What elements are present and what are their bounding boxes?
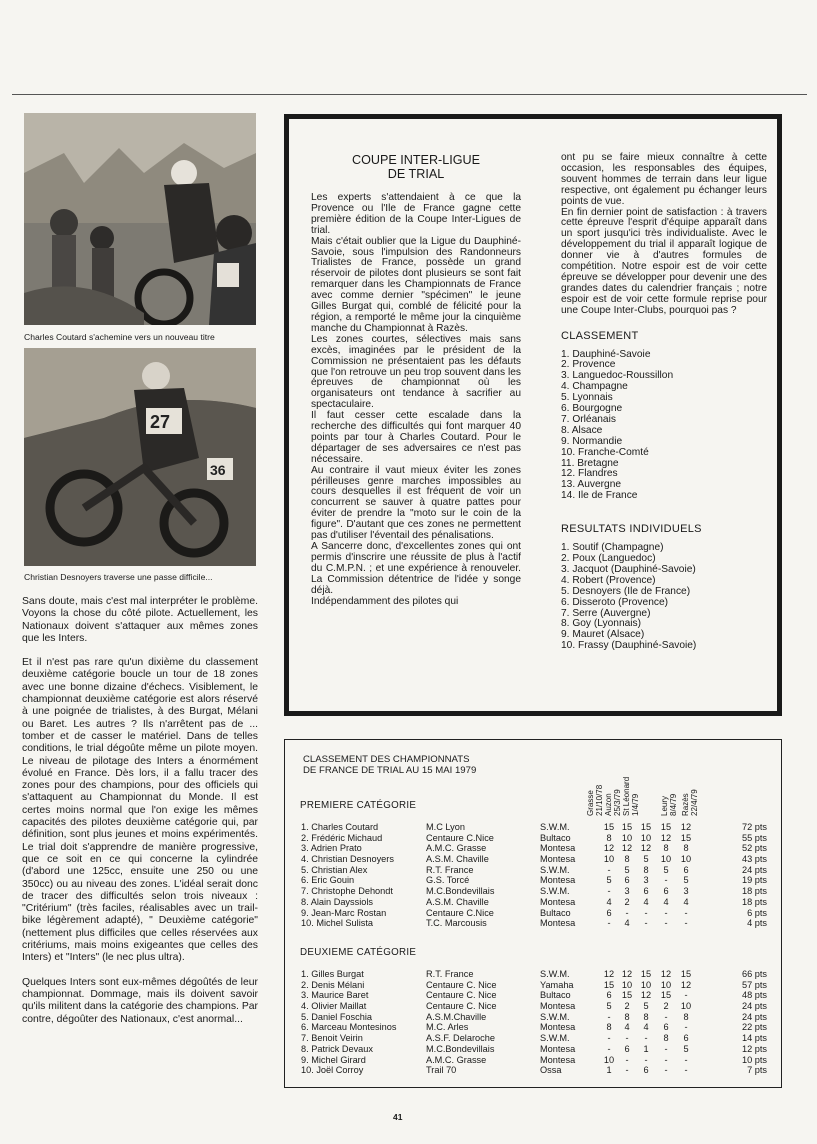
total-points: 57 pts (741, 979, 767, 990)
round-score: 8 (663, 843, 669, 854)
table-row (301, 833, 771, 844)
round-score: 2 (624, 896, 630, 907)
rider-name: 9. Jean-Marc Rostan (301, 907, 387, 918)
round-score: 6 (624, 875, 630, 886)
round-score: 12 (621, 969, 633, 979)
list-item: 4. Robert (Provence) (561, 574, 656, 586)
total-points: 43 pts (741, 854, 767, 865)
motorcycle-brand: Montesa (540, 843, 576, 854)
table-row (301, 886, 771, 897)
round-score: 3 (643, 875, 649, 886)
round-score: 10 (680, 1001, 692, 1012)
round-score: 2 (624, 1001, 630, 1012)
round-score: 12 (680, 979, 692, 990)
round-score: - (644, 918, 648, 929)
table-row (301, 1044, 771, 1055)
club-name: A.S.F. Delaroche (426, 1033, 495, 1044)
category-2-rows (301, 969, 771, 1076)
rider-name: 2. Frédéric Michaud (301, 832, 383, 843)
article-paragraph: Il faut cesser cette escalade dans la recherche des difficultés qui font marquer 40 points par tour à Charles Coutard. Pour le départager de ses adversaires ce n'est pas nécessaire. (311, 410, 521, 465)
list-item: 14. Ile de France (561, 490, 638, 502)
round-score: - (607, 1043, 611, 1054)
rider-name: 6. Marceau Montesinos (301, 1022, 397, 1033)
article-paragraph: Les zones courtes, sélectives mais sans excès, imaginées par le président de la Commission ne présentaient pas les défauts que l'on retrouve un peu trop souvent dans les épreuves de championnat où les organisateurs ont tendance à sacrifier au spectaculaire. (311, 333, 521, 411)
round-score: - (684, 990, 688, 1001)
total-points: 12 pts (741, 1043, 767, 1054)
round-score: 10 (621, 979, 633, 990)
club-name: Centaure C.Nice (426, 832, 494, 843)
round-score: 4 (606, 896, 612, 907)
column-header-leury: Leury 8/4/79 (660, 793, 678, 816)
rider-name: 8. Alain Dayssiols (301, 896, 374, 907)
round-score: 10 (603, 854, 615, 865)
rider-name: 2. Denis Mélani (301, 979, 365, 990)
total-points: 66 pts (741, 969, 767, 979)
round-score: 8 (663, 1033, 669, 1044)
table-row (301, 854, 771, 865)
list-item: 5. Lyonnais (561, 392, 613, 404)
rider-name: 10. Joël Corroy (301, 1065, 364, 1076)
club-name: R.T. France (426, 969, 474, 979)
round-score: 3 (683, 886, 689, 897)
motorcycle-brand: S.W.M. (540, 1011, 570, 1022)
photo-rider-desnoyers (24, 348, 256, 566)
individual-results-heading: RESULTATS INDIVIDUELS (561, 523, 702, 536)
list-item: 4. Champagne (561, 381, 628, 393)
round-score: 5 (663, 864, 669, 875)
article-paragraph: Au contraire il vaut mieux éviter les zones périlleuses genre marches impossibles au cours desquelles il est fréquent de voir un concurrent se sauver à quatre pattes pour éviter de prendre la "moto sur le coin de la figure". D'autant que ces zones ne permettent pas d'utiliser l'éventail des pénalisations. (311, 464, 521, 542)
table-row (301, 843, 771, 854)
table-row (301, 918, 771, 929)
standings-title: CLASSEMENT DES CHAMPIONNATS DE FRANCE DE TRIAL AU 15 MAI 1979 (303, 754, 477, 776)
round-score: 5 (606, 1001, 612, 1012)
list-item: 2. Provence (561, 359, 616, 371)
list-item: 9. Normandie (561, 435, 623, 447)
round-score: 6 (624, 1043, 630, 1054)
rider-name: 8. Patrick Devaux (301, 1043, 373, 1054)
motorcycle-brand: Montesa (540, 896, 576, 907)
rider-name: 1. Charles Coutard (301, 822, 379, 832)
round-score: 12 (640, 990, 652, 1001)
total-points: 10 pts (741, 1054, 767, 1065)
column-header-grasse: Grasse 21/10/78 (586, 784, 604, 816)
list-item: 7. Orléanais (561, 413, 616, 425)
round-score: 5 (643, 854, 649, 865)
table-row (301, 1033, 771, 1044)
round-score: 8 (606, 832, 612, 843)
category-1-rows (301, 822, 771, 929)
round-score: - (644, 1033, 648, 1044)
motorcycle-brand: Ossa (540, 1065, 562, 1076)
round-score: 1 (606, 1065, 612, 1076)
motorcycle-brand: Montesa (540, 1043, 576, 1054)
club-name: A.M.C. Grasse (426, 843, 487, 854)
round-score: 12 (660, 969, 672, 979)
round-score: 4 (663, 896, 669, 907)
round-score: 10 (603, 1054, 615, 1065)
round-score: 15 (603, 822, 615, 832)
motorcycle-brand: Montesa (540, 1054, 576, 1065)
club-name: M.C. Arles (426, 1022, 469, 1033)
round-score: 6 (663, 1022, 669, 1033)
rider-name: 5. Christian Alex (301, 864, 368, 875)
coupe-inter-ligue-box (284, 114, 782, 716)
total-points: 18 pts (741, 886, 767, 897)
total-points: 55 pts (741, 832, 767, 843)
round-score: - (664, 918, 668, 929)
round-score: 12 (603, 843, 615, 854)
article-paragraph: A Sancerre donc, d'excellentes zones qui ont permis d'inscrire une réussite de plus à l'actif du C.M.P.N. ; et une expérience à renouveler. La Commission détentrice de l'idée y songe déjà. (311, 541, 521, 596)
motorcycle-brand: Montesa (540, 875, 576, 886)
column-header-st-leonard: St Léonard 1/4/79 (622, 776, 640, 816)
photo-caption-top: Charles Coutard s'achemine vers un nouveau titre (24, 332, 215, 342)
round-score: - (664, 875, 668, 886)
rider-bib-number: 27 (150, 412, 171, 432)
rider-name: 6. Eric Gouin (301, 875, 355, 886)
round-score: 5 (683, 875, 689, 886)
classement-heading: CLASSEMENT (561, 329, 639, 342)
round-score: 8 (606, 1022, 612, 1033)
round-score: - (684, 1022, 688, 1033)
round-score: 8 (624, 854, 630, 865)
round-score: 8 (683, 1011, 689, 1022)
round-score: - (607, 886, 611, 897)
round-score: 15 (680, 832, 692, 843)
list-item: 1. Dauphiné-Savoie (561, 348, 651, 360)
round-score: 6 (606, 907, 612, 918)
round-score: 5 (606, 875, 612, 886)
round-score: 2 (663, 1001, 669, 1012)
round-score: 4 (643, 896, 649, 907)
club-name: Centaure C.Nice (426, 907, 494, 918)
article-title-line1: COUPE INTER-LIGUE (351, 153, 481, 167)
article-title-line2: DE TRIAL (387, 167, 445, 181)
rider-name: 10. Michel Sulista (301, 918, 374, 929)
left-paragraph: Quelques Inters sont eux-mêmes dégoûtés de leur championnat. Dommage, mais ils doivent savoir qu'ils militent dans la catégorie des champions. Par contre, dégoûter des Nationaux, c'est anormal... (22, 976, 258, 1025)
classement-list (561, 350, 767, 503)
article-paragraph: ont pu se faire mieux connaître à cette occasion, les responsables des équipes, souvent hommes de terrain dans leur ligue respective, ont également pu échanger leurs points de vue. (561, 152, 767, 207)
round-score: 6 (663, 886, 669, 897)
total-points: 24 pts (741, 1001, 767, 1012)
club-name: Centaure C. Nice (426, 990, 497, 1001)
rider-name: 7. Christophe Dehondt (301, 886, 393, 897)
left-article-column (22, 596, 258, 1038)
rider-name: 3. Adrien Prato (301, 843, 362, 854)
total-points: 18 pts (741, 896, 767, 907)
rider-name: 3. Maurice Baret (301, 990, 369, 1001)
round-score: 15 (640, 969, 652, 979)
club-name: A.S.M. Chaville (426, 854, 489, 865)
table-row (301, 822, 771, 833)
total-points: 72 pts (741, 822, 767, 832)
table-row (301, 969, 771, 980)
club-name: M.C.Bondevillais (426, 1043, 495, 1054)
round-score: 8 (624, 1011, 630, 1022)
list-item: 3. Languedoc-Roussillon (561, 370, 674, 382)
total-points: 22 pts (741, 1022, 767, 1033)
motorcycle-brand: Bultaco (540, 990, 571, 1001)
table-row (301, 865, 771, 876)
round-score: 5 (643, 1001, 649, 1012)
left-paragraph: Sans doute, mais c'est mal interpréter le problème. Voyons la chose du côté pilote. Actuellement, les Nationaux doivent s'attaquer aux mêmes zones que les Inters. (22, 596, 258, 644)
table-row (301, 908, 771, 919)
round-score: 6 (683, 1033, 689, 1044)
list-item: 2. Poux (Languedoc) (561, 553, 656, 564)
round-score: 10 (680, 854, 692, 865)
round-score: - (644, 1054, 648, 1065)
rider-bib-number-2: 36 (210, 462, 226, 478)
club-name: Trail 70 (426, 1065, 457, 1076)
table-row (301, 990, 771, 1001)
motorcycle-brand: Montesa (540, 1001, 576, 1012)
round-score: 12 (640, 843, 652, 854)
article-title (311, 153, 521, 181)
club-name: A.M.C. Grasse (426, 1054, 487, 1065)
table-row (301, 875, 771, 886)
round-score: 6 (683, 864, 689, 875)
total-points: 7 pts (747, 1065, 767, 1076)
round-score: - (664, 1043, 668, 1054)
list-item: 10. Frassy (Dauphiné-Savoie) (561, 640, 697, 652)
total-points: 24 pts (741, 864, 767, 875)
article-paragraph: En fin dernier point de satisfaction : à travers cette épreuve l'esprit d'équipe apparaît dans un sport jusqu'ici très individualiste. Avec le développement du trial il apparaît logique de donner vie à d'autres formules de compétition. Notre espoir est de voir cette épreuve se développer pour devenir une des grandes dates du calendrier français ; notre espoir est de voir cette formule reprise pour une Coupe Inter-Clubs, pourquoi pas ? (561, 206, 767, 316)
article-paragraph: Les experts s'attendaient à ce que la Provence ou l'Ile de France gagne cette première édition de la Coupe Inter-Ligues de trial. (311, 192, 521, 236)
round-score: 4 (624, 918, 630, 929)
round-score: - (684, 918, 688, 929)
round-score: 6 (643, 1065, 649, 1076)
round-score: - (664, 1011, 668, 1022)
rider-name: 7. Benoit Veirin (301, 1033, 363, 1044)
total-points: 6 pts (747, 907, 767, 918)
rider-name: 9. Michel Girard (301, 1054, 366, 1065)
list-item: 9. Mauret (Alsace) (561, 629, 645, 641)
column-header-razes: Razès 22/4/79 (681, 789, 699, 816)
motorcycle-brand: S.W.M. (540, 969, 570, 979)
article-column-2 (561, 153, 767, 652)
list-item: 1. Soutif (Champagne) (561, 542, 664, 554)
list-item: 7. Serre (Auvergne) (561, 607, 651, 619)
list-item: 13. Auvergne (561, 479, 622, 491)
list-item: 6. Bourgogne (561, 403, 623, 415)
motorcycle-brand: S.W.M. (540, 864, 570, 875)
rider-name: 4. Christian Desnoyers (301, 854, 394, 865)
list-item: 10. Franche-Comté (561, 446, 649, 458)
motorcycle-brand: S.W.M. (540, 1033, 570, 1044)
club-name: R.T. France (426, 864, 474, 875)
round-score: - (684, 1054, 688, 1065)
round-score: - (607, 1033, 611, 1044)
motorcycle-brand: Yamaha (540, 979, 574, 990)
club-name: M.C.Bondevillais (426, 886, 495, 897)
round-score: - (664, 1054, 668, 1065)
round-score: - (607, 918, 611, 929)
round-score: - (607, 864, 611, 875)
table-row (301, 1012, 771, 1023)
list-item: 3. Jacquot (Dauphiné-Savoie) (561, 563, 696, 575)
round-score: 15 (660, 990, 672, 1001)
round-score: - (625, 1054, 629, 1065)
round-score: 12 (621, 843, 633, 854)
round-score: 12 (603, 969, 615, 979)
table-row (301, 1055, 771, 1066)
round-score: - (625, 1065, 629, 1076)
round-score: - (607, 1011, 611, 1022)
total-points: 48 pts (741, 990, 767, 1001)
round-score: 8 (643, 864, 649, 875)
article-column-1 (311, 193, 521, 607)
motorcycle-brand: Montesa (540, 854, 576, 865)
motorcycle-brand: S.W.M. (540, 822, 570, 832)
total-points: 19 pts (741, 875, 767, 886)
club-name: M.C Lyon (426, 822, 465, 832)
round-score: 4 (643, 1022, 649, 1033)
round-score: 4 (624, 1022, 630, 1033)
club-name: G.S. Torcé (426, 875, 470, 886)
club-name: A.S.M.Chaville (426, 1011, 487, 1022)
round-score: 15 (680, 969, 692, 979)
round-score: 3 (624, 886, 630, 897)
round-score: 6 (606, 990, 612, 1001)
round-score: 15 (603, 979, 615, 990)
round-score: 10 (640, 832, 652, 843)
round-score: 12 (680, 822, 692, 832)
list-item: 12. Flandres (561, 468, 618, 480)
category-2-heading: DEUXIEME CATÉGORIE (300, 947, 417, 958)
round-score: 1 (643, 1043, 649, 1054)
championship-standings-table (284, 739, 782, 1088)
table-row (301, 1001, 771, 1012)
list-item: 8. Goy (Lyonnais) (561, 618, 642, 630)
total-points: 14 pts (741, 1033, 767, 1044)
motorcycle-brand: Montesa (540, 918, 576, 929)
round-score: 10 (660, 854, 672, 865)
table-row (301, 897, 771, 908)
rider-name: 5. Daniel Foschia (301, 1011, 372, 1022)
motorcycle-brand: S.W.M. (540, 886, 570, 897)
round-score: 15 (660, 822, 672, 832)
round-score: 8 (643, 1011, 649, 1022)
table-row (301, 1022, 771, 1033)
club-name: A.S.M. Chaville (426, 896, 489, 907)
round-score: 15 (621, 822, 633, 832)
round-score: 10 (621, 832, 633, 843)
motorcycle-brand: Bultaco (540, 907, 571, 918)
round-score: 12 (660, 832, 672, 843)
category-1-heading: PREMIERE CATÉGORIE (300, 800, 417, 811)
round-score: - (625, 1033, 629, 1044)
table-row (301, 1065, 771, 1076)
photo-rider-coutard (24, 113, 256, 325)
round-score: - (664, 1065, 668, 1076)
round-score: - (625, 907, 629, 918)
list-item: 5. Desnoyers (Ile de France) (561, 585, 691, 597)
total-points: 4 pts (747, 918, 767, 929)
round-score: - (684, 1065, 688, 1076)
list-item: 11. Bretagne (561, 457, 619, 469)
total-points: 24 pts (741, 1011, 767, 1022)
list-item: 8. Alsace (561, 424, 603, 436)
round-score: 10 (640, 979, 652, 990)
individual-results-list (561, 543, 767, 652)
left-paragraph: Et il n'est pas rare qu'un dixième du classement deuxième catégorie boucle un tour de 18 zones avec une bonne dizaine d'échecs. Visiblement, le championnat deuxième catégorie est alors réservé à une poignée de trialistes, à des Burgat, Mélani ou Baret. Les autres ? Ils n'arrêtent pas de ... tomber et de casser le matériel. Dans de telles conditions, le trial dégoûte même un pilote moyen. Le niveau de pilotage des Inters a énormément évolué en France. Dès lors, il a fallu tracer des zones pour des champions, pour des officiels qui s'attaquent au Championnat du Monde. Il est certes moins normal que l'on exige les mêmes capacités des pilotes deuxième catégorie qui, par définition, sont plus jeunes et moins expérimentés. Le trial doit s'apprendre de manière progressive, que ce soit en ce qui concerne la cylindrée (d'abord une 125cc, ensuite une 250 ou une 350cc) ou au niveau des zones. L'idéal serait donc de tracer des difficultés selon trois niveaux : "Critérium" (très faciles, réalisables avec un trail-bike légèrement adapté), " Deuxième catégorie" (nettement plus difficiles que celles réservées aux critériums, mais moins exigeantes que celles des Inters) et "Inters" (le nec plus ultra). (22, 657, 258, 964)
list-item: 6. Disseroto (Provence) (561, 596, 669, 608)
total-points: 52 pts (741, 843, 767, 854)
round-score: 8 (683, 843, 689, 854)
round-score: 4 (683, 896, 689, 907)
page-number: 41 (393, 1112, 403, 1122)
round-score: 10 (660, 979, 672, 990)
club-name: Centaure C. Nice (426, 979, 497, 990)
round-score: - (664, 907, 668, 918)
round-score: - (684, 907, 688, 918)
table-row (301, 980, 771, 991)
round-score: 6 (643, 886, 649, 897)
club-name: T.C. Marcousis (426, 918, 487, 929)
motorcycle-brand: Montesa (540, 1022, 576, 1033)
top-rule (12, 94, 807, 95)
round-score: - (644, 907, 648, 918)
motorcycle-brand: Bultaco (540, 832, 571, 843)
round-score: 5 (683, 1043, 689, 1054)
round-score: 15 (640, 822, 652, 832)
column-header-auzon: Auzon 25/3/79 (604, 789, 622, 816)
photo-caption-bottom: Christian Desnoyers traverse une passe difficile... (24, 572, 213, 582)
article-paragraph: Indépendamment des pilotes qui (311, 595, 459, 607)
round-score: 5 (624, 864, 630, 875)
rider-name: 1. Gilles Burgat (301, 969, 364, 979)
article-paragraph: Mais c'était oublier que la Ligue du Dauphiné-Savoie, sous l'impulsion des Randonneurs Trialistes de France, possède un grand réservoir de pilotes dont plusieurs se sont fait remarquer dans les Championnats de France avec comme dernier "spécimen" le jeune Gilles Burgat qui, comblé de félicité pour la région, a remporté le même jour la cinquième manche du Championnat à Razès. (311, 235, 521, 334)
club-name: Centaure C. Nice (426, 1001, 497, 1012)
round-score: 15 (621, 990, 633, 1001)
rider-name: 4. Olivier Maillat (301, 1001, 367, 1012)
